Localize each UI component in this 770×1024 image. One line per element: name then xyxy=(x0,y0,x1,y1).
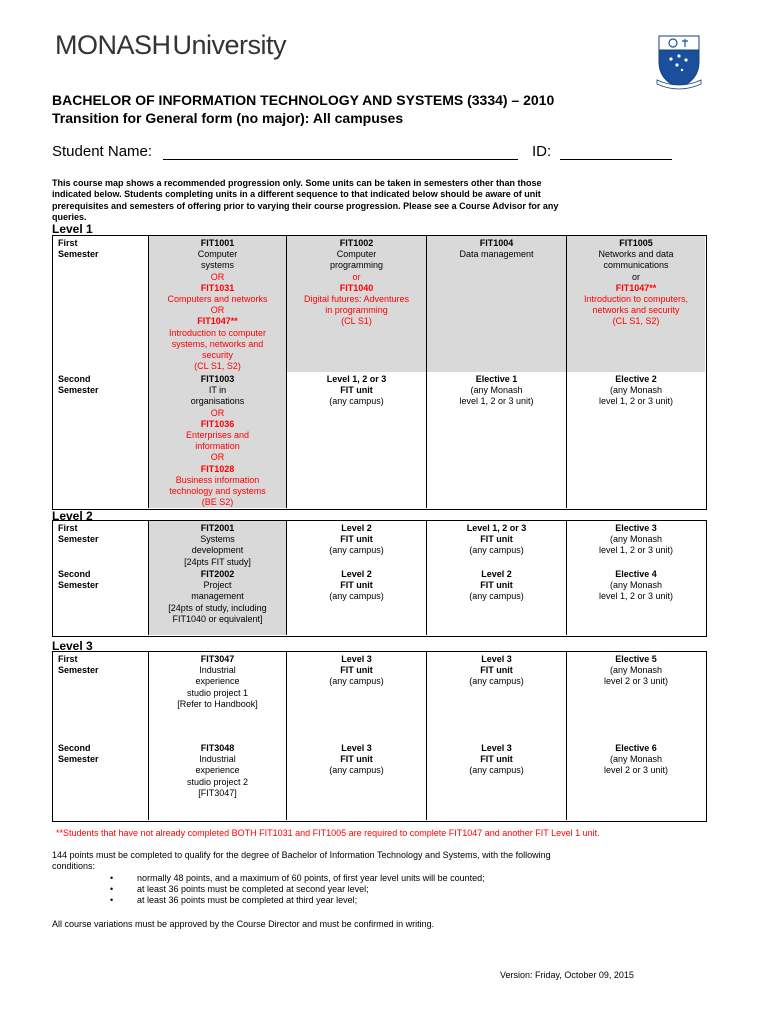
unit-line: communications xyxy=(603,260,669,271)
unit-cell xyxy=(426,236,566,372)
unit-line: FIT3048 xyxy=(200,743,235,753)
unit-line: Data management xyxy=(459,249,534,260)
unit-line: level 2 or 3 unit) xyxy=(603,765,669,776)
bullet-text: at least 36 points must be completed at third year level; xyxy=(137,895,358,905)
unit-line: FIT unit xyxy=(480,580,513,591)
unit-line: level 2 or 3 unit) xyxy=(603,676,669,687)
bullet-text: at least 36 points must be completed at second year level; xyxy=(137,884,369,894)
unit-line: (any Monash xyxy=(609,754,663,765)
unit-line: Level 3 xyxy=(341,654,372,664)
condition-bullet xyxy=(110,895,357,905)
course-subtitle: Transition for General form (no major): All campuses xyxy=(52,110,404,126)
unit-cell xyxy=(566,741,705,820)
unit-line: FIT1047** xyxy=(615,282,657,293)
unit-line: FIT unit xyxy=(340,665,373,676)
unit-line: Digital futures: Adventures xyxy=(303,294,410,305)
unit-line: or xyxy=(352,271,361,282)
unit-cell xyxy=(286,236,426,372)
unit-line: Level 2 xyxy=(341,569,372,579)
unit-line: experience xyxy=(195,676,240,687)
unit-line: networks and security xyxy=(592,305,680,316)
unit-line: (any campus) xyxy=(469,676,524,687)
unit-line: [24pts of study, including xyxy=(168,602,267,613)
unit-cell xyxy=(426,652,566,741)
unit-line: FIT3047 xyxy=(200,654,235,664)
unit-line: FIT1005 xyxy=(619,238,653,248)
unit-cell xyxy=(148,236,286,372)
unit-line: Elective 6 xyxy=(615,743,657,753)
unit-line: Computer xyxy=(197,249,238,260)
id-label: ID: xyxy=(532,143,552,160)
bullet-icon: • xyxy=(110,884,114,894)
unit-line: technology and systems xyxy=(169,486,266,497)
unit-line: OR xyxy=(210,452,225,463)
unit-cell xyxy=(286,741,426,820)
unit-line: FIT unit xyxy=(340,754,373,765)
unit-line: FIT unit xyxy=(480,665,513,676)
unit-line: FIT2002 xyxy=(200,569,235,579)
unit-line: Level 3 xyxy=(341,743,372,753)
student-id-field[interactable] xyxy=(560,143,672,160)
unit-line: OR xyxy=(210,407,225,418)
intro-line: queries. xyxy=(52,211,87,222)
student-name-field[interactable] xyxy=(163,143,518,160)
unit-line: (any Monash xyxy=(609,534,663,545)
logo-university: University xyxy=(172,30,287,60)
level-heading: Level 3 xyxy=(52,639,93,653)
unit-line: systems xyxy=(200,260,234,271)
unit-line: FIT unit xyxy=(340,385,373,396)
unit-line: Project xyxy=(203,580,232,591)
unit-line: level 1, 2 or 3 unit) xyxy=(598,396,674,407)
semester-label: Second Semester xyxy=(58,374,99,396)
unit-cell xyxy=(148,372,286,508)
unit-line: Level 3 xyxy=(481,743,512,753)
semester-label: First Semester xyxy=(58,238,99,260)
unit-line: FIT1036 xyxy=(200,418,235,429)
unit-line: level 1, 2 or 3 unit) xyxy=(459,396,534,407)
unit-line: (any Monash xyxy=(609,580,663,591)
unit-line: (any Monash xyxy=(609,385,663,396)
unit-cell xyxy=(566,567,705,635)
unit-line: Computers and networks xyxy=(167,294,268,305)
unit-line: OR xyxy=(210,305,225,316)
unit-line: or xyxy=(631,271,640,282)
semester-label: First Semester xyxy=(58,523,99,545)
level-3-grid xyxy=(52,651,707,822)
unit-line: Level 1, 2 or 3 xyxy=(466,523,527,533)
unit-line: OR xyxy=(210,271,225,282)
intro-line: prerequisites and semesters of offering prior to varying their course progression. Please see a Course Advisor for any xyxy=(52,200,559,211)
unit-line: Industrial xyxy=(199,754,236,765)
semester-label: Second Semester xyxy=(58,569,99,591)
bullet-text: normally 48 points, and a maximum of 60 points, of first year level units will be counted; xyxy=(137,873,485,883)
unit-line: (any campus) xyxy=(469,765,524,776)
unit-line: (any campus) xyxy=(329,396,384,407)
unit-cell xyxy=(286,372,426,508)
unit-line: Networks and data xyxy=(598,249,674,260)
unit-cell xyxy=(148,741,286,820)
unit-line: [FIT3047] xyxy=(198,787,237,798)
unit-line: (BE S2) xyxy=(201,497,234,508)
unit-line: Level 1, 2 or 3 xyxy=(326,374,387,384)
unit-cell xyxy=(426,372,566,508)
semester-label: First Semester xyxy=(58,654,99,676)
unit-line: Elective 1 xyxy=(475,374,518,384)
unit-cell xyxy=(566,521,705,567)
bullet-icon: • xyxy=(110,895,114,905)
semester-row xyxy=(53,372,705,508)
unit-line: FIT2001 xyxy=(200,523,235,533)
semester-row xyxy=(53,567,705,635)
version-label: Version: Friday, October 09, 2015 xyxy=(500,970,634,980)
monash-crest-icon xyxy=(655,32,703,90)
unit-line: (any Monash xyxy=(609,665,663,676)
unit-line: Introduction to computers, xyxy=(583,294,689,305)
level-1-grid xyxy=(52,235,707,510)
unit-cell xyxy=(286,652,426,741)
unit-line: Introduction to computer xyxy=(168,327,267,338)
unit-line: Business information xyxy=(175,474,260,485)
condition-bullet xyxy=(110,884,369,894)
semester-label: Second Semester xyxy=(58,743,99,765)
unit-cell xyxy=(148,521,286,567)
unit-line: (any campus) xyxy=(469,545,524,556)
unit-line: Elective 3 xyxy=(615,523,657,533)
unit-line: (any campus) xyxy=(329,591,384,602)
level-heading: Level 2 xyxy=(52,509,93,523)
footnote: **Students that have not already completed BOTH FIT1031 and FIT1005 are required to complete FIT1047 and another FIT Level 1 unit. xyxy=(56,828,600,838)
unit-line: FIT1001 xyxy=(200,238,235,248)
semester-row xyxy=(53,741,705,820)
unit-cell xyxy=(566,236,705,372)
intro-line: This course map shows a recommended progression only. Some units can be taken in semesters other than those xyxy=(52,178,542,188)
unit-cell xyxy=(566,372,705,508)
unit-line: FIT1040 or equivalent] xyxy=(172,613,263,624)
unit-line: (any campus) xyxy=(329,765,384,776)
unit-line: programming xyxy=(329,260,384,271)
unit-line: FIT unit xyxy=(480,754,513,765)
unit-line: management xyxy=(191,591,244,602)
unit-cell xyxy=(148,652,286,741)
intro-paragraph xyxy=(52,178,652,223)
intro-line: indicated below. Students completing units in a different sequence to that indicated below should be aware of unit xyxy=(52,189,541,200)
unit-line: FIT unit xyxy=(340,580,373,591)
condition-bullet xyxy=(110,873,485,883)
unit-line: (any Monash xyxy=(470,385,523,396)
unit-line: Elective 2 xyxy=(615,374,657,384)
student-name-label: Student Name: xyxy=(52,143,153,160)
unit-line: Computer xyxy=(336,249,377,260)
unit-line: (any campus) xyxy=(329,676,384,687)
points-paragraph xyxy=(52,850,551,873)
unit-line: FIT unit xyxy=(340,534,373,545)
unit-line: development xyxy=(191,545,244,556)
unit-cell xyxy=(286,521,426,567)
unit-line: studio project 2 xyxy=(186,776,249,787)
unit-cell xyxy=(426,567,566,635)
unit-line: (CL S1, S2) xyxy=(612,316,660,327)
unit-line: Enterprises and xyxy=(185,430,250,441)
unit-line: FIT unit xyxy=(480,534,513,545)
logo-monash: MONASH xyxy=(55,30,171,60)
unit-line: FIT1028 xyxy=(200,463,235,474)
unit-cell xyxy=(426,741,566,820)
unit-line: FIT1031 xyxy=(200,282,235,293)
unit-line: FIT1002 xyxy=(339,238,374,248)
unit-line: FIT1003 xyxy=(200,374,235,384)
unit-line: systems, networks and xyxy=(171,338,264,349)
points-line: conditions: xyxy=(52,861,96,872)
semester-row xyxy=(53,236,705,372)
unit-line: Industrial xyxy=(199,665,236,676)
unit-line: [Refer to Handbook] xyxy=(177,698,258,709)
unit-line: IT in xyxy=(208,385,227,396)
approval-note: All course variations must be approved by the Course Director and must be confirmed in writing. xyxy=(52,919,435,929)
monash-logo xyxy=(55,30,286,61)
unit-line: Level 2 xyxy=(481,569,512,579)
unit-line: in programming xyxy=(325,305,388,316)
unit-line: [24pts FIT study] xyxy=(184,556,251,567)
unit-line: FIT1040 xyxy=(339,282,374,293)
semester-row xyxy=(53,521,705,567)
unit-line: level 1, 2 or 3 unit) xyxy=(598,545,674,556)
unit-line: Elective 5 xyxy=(615,654,657,664)
unit-line: level 1, 2 or 3 unit) xyxy=(598,591,674,602)
unit-cell xyxy=(286,567,426,635)
unit-line: Level 3 xyxy=(481,654,512,664)
unit-line: information xyxy=(195,441,240,452)
unit-cell xyxy=(566,652,705,741)
unit-line: (CL S1) xyxy=(341,316,372,327)
unit-line: FIT1004 xyxy=(479,238,514,248)
level-2-grid xyxy=(52,520,707,637)
unit-line: experience xyxy=(195,765,240,776)
unit-line: Elective 4 xyxy=(615,569,657,579)
unit-line: Level 2 xyxy=(341,523,372,533)
points-line: 144 points must be completed to qualify for the degree of Bachelor of Information Technology and Systems, with the following xyxy=(52,850,551,860)
unit-line: (any campus) xyxy=(329,545,384,556)
unit-line: organisations xyxy=(190,396,245,407)
unit-line: security xyxy=(201,350,233,361)
level-heading: Level 1 xyxy=(52,222,93,236)
bullet-icon: • xyxy=(110,873,114,883)
semester-row xyxy=(53,652,705,741)
unit-line: Systems xyxy=(200,534,235,545)
course-title: BACHELOR OF INFORMATION TECHNOLOGY AND SYSTEMS (3334) – 2010 xyxy=(52,92,555,108)
unit-line: (any campus) xyxy=(469,591,524,602)
unit-line: FIT1047** xyxy=(197,316,238,327)
unit-line: studio project 1 xyxy=(186,687,249,698)
unit-cell xyxy=(426,521,566,567)
unit-cell xyxy=(148,567,286,635)
unit-line: (CL S1, S2) xyxy=(194,361,241,372)
